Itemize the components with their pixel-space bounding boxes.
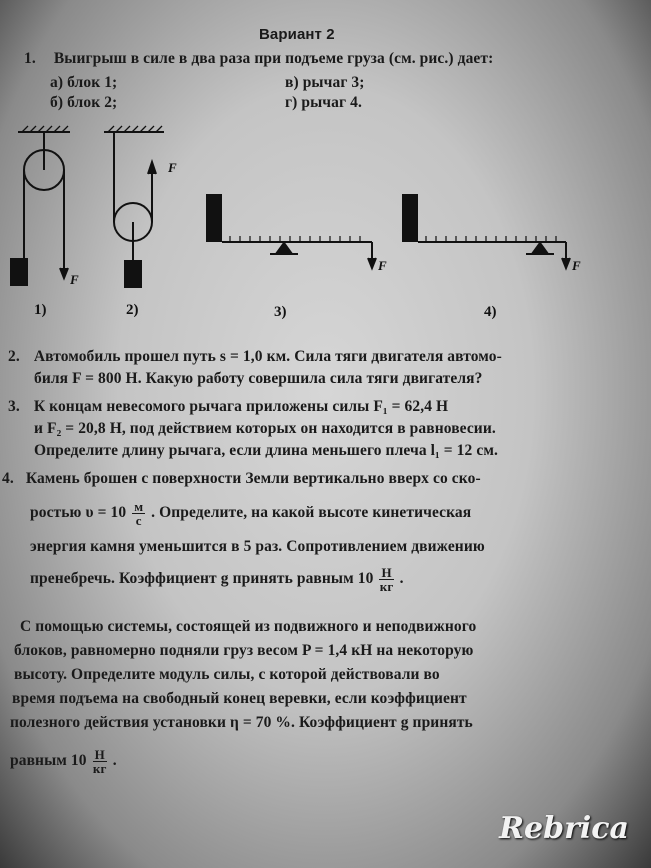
velocity-unit-fraction: $\frac{м}{с}$ (134, 499, 144, 528)
option-d: г) рычаг 4. (285, 94, 362, 111)
question-1-text: Выигрыш в силе в два раза при подъеме груза (см. рис.) дает: (53, 50, 494, 67)
figure-3-lever (206, 194, 376, 268)
variant-title: Вариант 2 (259, 26, 335, 43)
question-5-line-5: полезного действия установки η = 70 %. Коэффициент g принять (10, 714, 473, 731)
question-1 (24, 50, 493, 68)
option-c: в) рычаг 3; (285, 74, 365, 91)
question-5-line-3: высоту. Определите модуль силы, с которой действовали во (14, 666, 440, 683)
figure-2-movable-pulley (104, 126, 164, 260)
question-5-line-2: блоков, равномерно подняли груз весом P = 1,4 кН на некоторую (14, 642, 474, 659)
question-4-line-1: 4. Камень брошен с поверхности Земли вертикально вверх со ско- (2, 470, 481, 487)
question-2-line-1: 2. Автомобиль прошел путь s = 1,0 км. Сила тяги двигателя автомо- (8, 348, 502, 365)
question-4-number: 4. (2, 470, 14, 487)
figure-2-label: 2) (126, 302, 139, 318)
question-1-number: 1. (24, 50, 36, 67)
watermark-logo: Rebrica (499, 811, 629, 846)
figure-1-weight (10, 258, 28, 286)
option-b: б) блок 2; (50, 94, 118, 111)
figure-1-force-label: F (70, 272, 79, 287)
figure-1-fixed-pulley (18, 126, 70, 278)
question-5-line-4: время подъема на свободный конец веревки, если коэффициент (12, 690, 467, 707)
figure-1-label: 1) (34, 302, 47, 318)
figure-4-label: 4) (484, 304, 497, 320)
question-4-line-4: пренебречь. Коэффициент g принять равным 10 $\frac{Н}{кг}$ . (30, 565, 404, 594)
question-5-line-6: равным 10 $\frac{Н}{кг}$ . (10, 747, 117, 776)
g-unit-fraction-q4: $\frac{Н}{кг}$ (379, 565, 394, 594)
g-unit-fraction-q5: $\frac{Н}{кг}$ (92, 747, 107, 776)
question-3-line-1: 3. К концам невесомого рычага приложены силы F₁ = 62,4 Н (8, 398, 449, 415)
question-4-line-3: энергия камня уменьшится в 5 раз. Сопротивлением движению (30, 538, 485, 555)
question-3-line-3: Определите длину рычага, если длина меньшего плеча l₁ = 12 см. (34, 442, 498, 459)
question-4-line-2: ростью υ = 10 $\frac{м}{с}$ . Определите, на какой высоте кинетическая (30, 499, 472, 528)
question-2-number: 2. (8, 348, 20, 365)
question-5-line-1: С помощью системы, состоящей из подвижного и неподвижного (20, 618, 477, 635)
figure-2-force-label: F (168, 160, 177, 175)
figure-4-force-label: F (572, 258, 581, 273)
figures-block-lever (0, 118, 651, 328)
figure-2-weight (124, 260, 142, 288)
figure-4-lever (402, 194, 570, 268)
question-2-line-2: биля F = 800 Н. Какую работу совершила сила тяги двигателя? (34, 370, 483, 387)
option-a: а) блок 1; (50, 74, 118, 91)
question-3-line-2: и F₂ = 20,8 Н, под действием которых он находится в равновесии. (34, 420, 496, 437)
question-3-number: 3. (8, 398, 20, 415)
figure-3-force-label: F (378, 258, 387, 273)
figure-3-label: 3) (274, 304, 287, 320)
